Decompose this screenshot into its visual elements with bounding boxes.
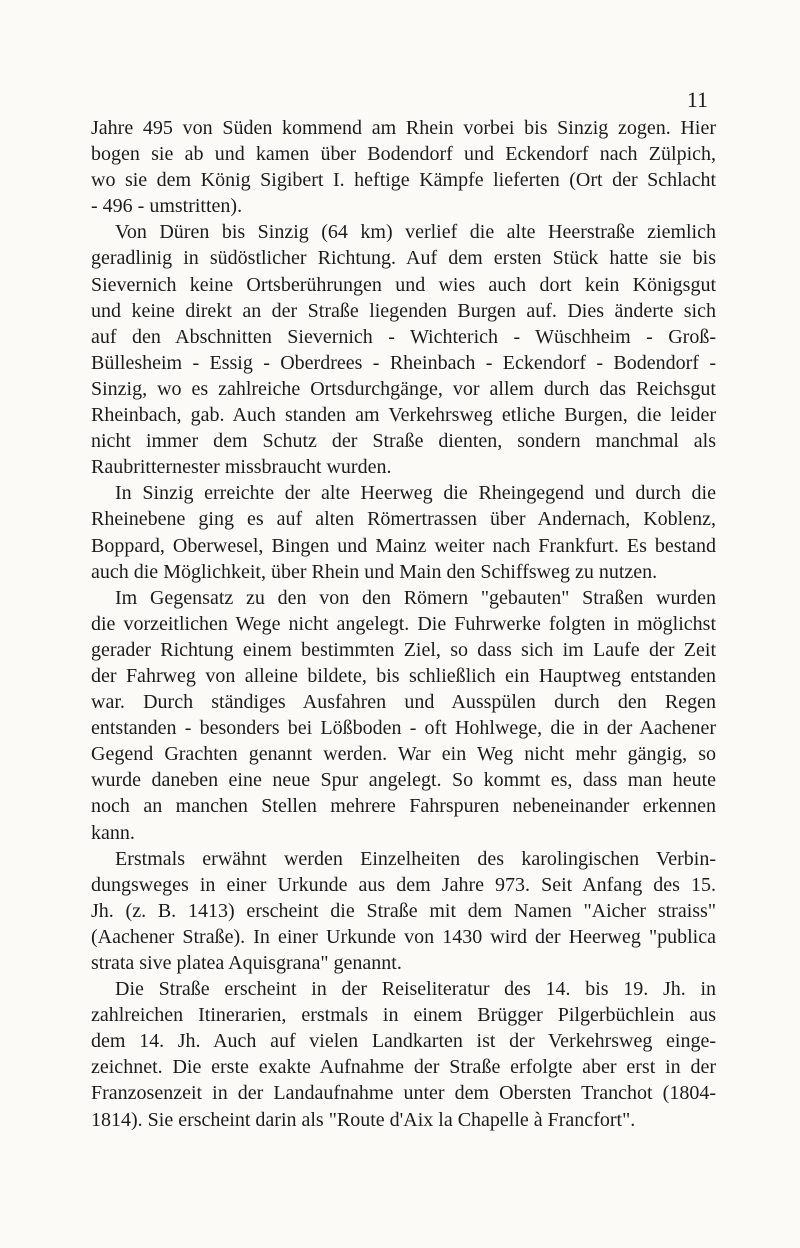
text-line: dem 14. Jh. Auch auf vielen Landkarten ist der Verkehrsweg einge- (91, 1030, 716, 1053)
body-text (91, 115, 716, 1133)
text-line: dungsweges in einer Urkunde aus dem Jahre 973. Seit Anfang des 15. (91, 873, 716, 896)
text-line: Die Straße erscheint in der Reiseliteratur des 14. bis 19. Jh. in (115, 978, 716, 1001)
text-line: wurde daneben eine neue Spur angelegt. So kommt es, dass man heute (91, 769, 716, 792)
text-line: Gegend Grachten genannt werden. War ein Weg nicht mehr gängig, so (91, 743, 716, 766)
text-line: Boppard, Oberwesel, Bingen und Mainz weiter nach Frankfurt. Es bestand (91, 534, 716, 557)
text-line: - 496 - umstritten). (91, 195, 243, 218)
text-line: Sinzig, wo es zahlreiche Ortsdurchgänge, vor allem durch das Reichsgut (91, 377, 716, 400)
text-line: strata sive platea Aquisgrana" genannt. (91, 952, 402, 974)
text-line: zahlreichen Itinerarien, erstmals in einem Brügger Pilgerbüchlein aus (91, 1004, 716, 1027)
text-line: kann. (91, 821, 135, 844)
text-line: In Sinzig erreichte der alte Heerweg die Rheingegend und durch die (115, 482, 716, 505)
text-line: Rheinebene ging es auf alten Römertrassen über Andernach, Koblenz, (91, 508, 716, 531)
text-line: Im Gegensatz zu den von den Römern "gebauten" Straßen wurden (115, 586, 716, 609)
text-line: der Fahrweg von alleine bildete, bis schließlich ein Hauptweg entstanden (91, 664, 716, 687)
text-line: Raubritternester missbraucht wurden. (91, 456, 392, 479)
text-line: geradlinig in südöstlicher Richtung. Auf dem ersten Stück hatte sie bis (91, 247, 716, 270)
text-line: wo sie dem König Sigibert I. heftige Kämpfe lieferten (Ort der Schlacht (91, 169, 716, 192)
page-number: 11 (686, 87, 708, 112)
text-line: war. Durch ständiges Ausfahren und Ausspülen durch den Regen (91, 691, 716, 714)
text-line: Erstmals erwähnt werden Einzelheiten des karolingischen Verbin- (115, 847, 716, 870)
text-line: 1814). Sie erscheint darin als "Route d'Aix la Chapelle à Francfort". (91, 1108, 636, 1131)
text-line: noch an manchen Stellen mehrere Fahrspuren nebeneinander erkennen (91, 795, 716, 818)
text-line: (Aachener Straße). In einer Urkunde von 1430 wird der Heerweg "publica (91, 925, 716, 948)
text-line: auf den Abschnitten Sievernich - Wichterich - Wüschheim - Groß- (91, 325, 716, 348)
text-line: nicht immer dem Schutz der Straße dienten, sondern manchmal als (91, 430, 716, 453)
text-line: Franzosenzeit in der Landaufnahme unter dem Obersten Tranchot (1804- (91, 1082, 716, 1105)
text-line: Büllesheim - Essig - Oberdrees - Rheinbach - Eckendorf - Bodendorf - (91, 351, 716, 374)
text-line: bogen sie ab und kamen über Bodendorf und Eckendorf nach Zülpich, (91, 143, 716, 166)
text-line: Rheinbach, gab. Auch standen am Verkehrsweg etliche Burgen, die leider (91, 404, 716, 427)
text-line: entstanden - besonders bei Lößboden - oft Hohlwege, die in der Aachener (91, 717, 716, 740)
text-line: Jahre 495 von Süden kommend am Rhein vorbei bis Sinzig zogen. Hier (91, 117, 716, 139)
text-line: Sievernich keine Ortsberührungen und wies auch dort kein Königsgut (91, 273, 716, 296)
text-line: Jh. (z. B. 1413) erscheint die Straße mit dem Namen "Aicher straiss" (91, 899, 716, 922)
text-line: Von Düren bis Sinzig (64 km) verlief die alte Heerstraße ziemlich (115, 221, 716, 244)
text-line: gerader Richtung einem bestimmten Ziel, so dass sich im Laufe der Zeit (91, 638, 716, 661)
text-line: auch die Möglichkeit, über Rhein und Main den Schiffsweg zu nutzen. (91, 560, 658, 583)
text-line: zeichnet. Die erste exakte Aufnahme der Straße erfolgte aber erst in der (91, 1056, 716, 1079)
text-line: und keine direkt an der Straße liegenden Burgen auf. Dies änderte sich (91, 299, 716, 322)
text-line: die vorzeitlichen Wege nicht angelegt. Die Fuhrwerke folgten in möglichst (91, 612, 716, 635)
